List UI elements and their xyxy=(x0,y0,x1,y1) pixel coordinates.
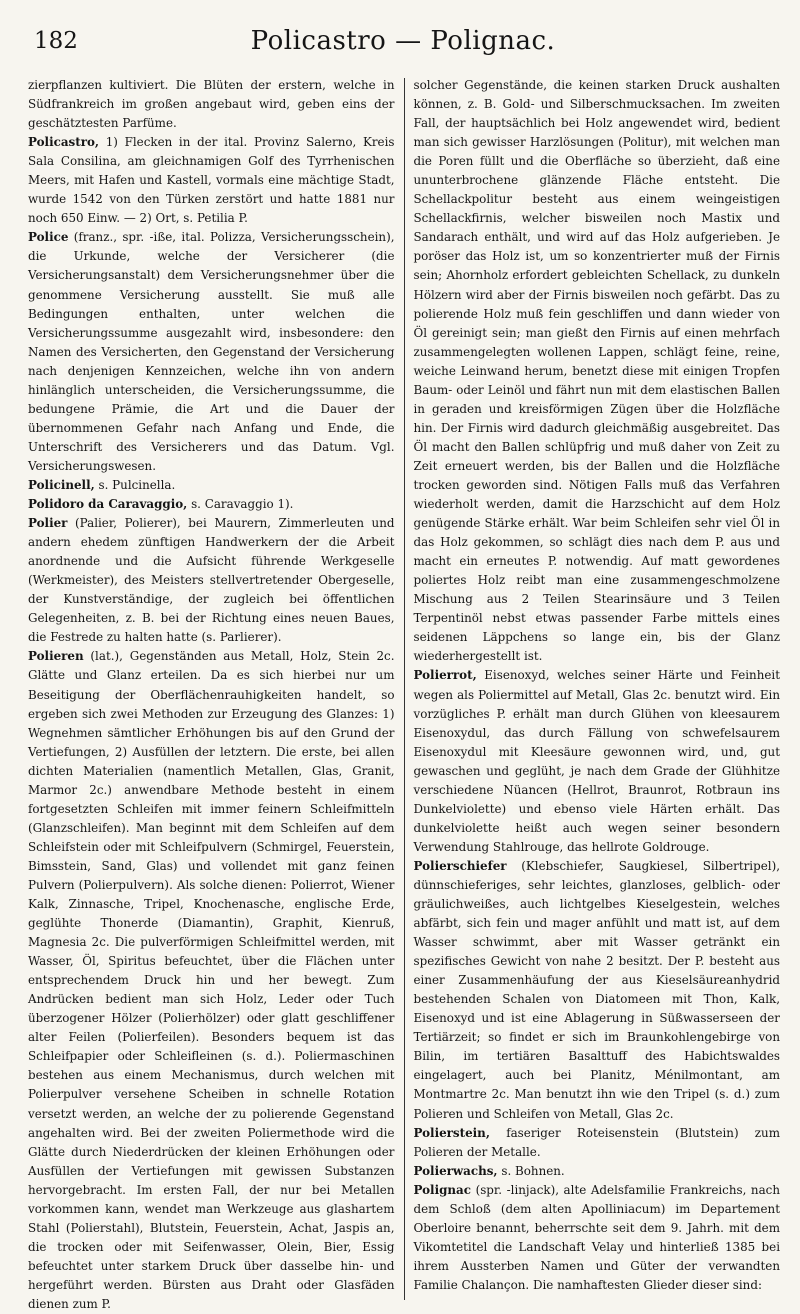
entry-paragraph xyxy=(414,1124,781,1162)
entry-headword: Polieren xyxy=(28,649,84,664)
entry-paragraph xyxy=(28,228,395,476)
entry-text: s. Bohnen. xyxy=(497,1163,565,1178)
entry-paragraph xyxy=(414,76,781,666)
entry-paragraph xyxy=(414,857,781,1124)
text-columns xyxy=(28,76,780,1311)
entry-paragraph xyxy=(28,76,395,133)
entry-text: solcher Gegenstände, die keinen starken Druck aushalten können, z. B. Gold- und Silberschmucksachen. Im zweiten Fall, der hauptsächlich bei Holz angewendet wird, bedient man sich gewisser Harzlösungen (Politur), mit welchen man die Poren füllt und die Oberfläche so überzieht, daß eine ununterbrochene glänzende Fläche entsteht. Die Schellackpolitur besteht aus einem weingeistigen Schellackfirnis, welcher bisweilen noch Mastix und Sandarach enthält, und wird auf das Holz aufgerieben. Je poröser das Holz ist, um so konzentrierter muß der Firnis sein; Ahornholz erfordert gebleichten Schellack, zu dunkeln Hölzern wird aber der Firnis bisweilen noch gefärbt. Das zu polierende Holz muß fein geschliffen und dann wieder von Öl gereinigt sein; man gießt den Firnis auf einen mehrfach zusammengelegten wollenen Lappen, schlägt feine, reine, weiche Leinwand herum, benetzt diese mit einigen Tropfen Baum- oder Leinöl und fährt nun mit dem elastischen Ballen in geraden und kreisförmigen Zügen über die Holzfläche hin. Der Firnis wird dadurch gleichmäßig ausgebreitet. Das Öl macht den Ballen schlüpfrig und muß daher von Zeit zu Zeit erneuert werden, bis der Ballen und die Holzfläche trocken geworden sind. Nötigen Falls muß das Verfahren wiederholt werden, damit die Harzschicht auf dem Holz genügende Stärke erhält. War beim Schleifen sehr viel Öl in das Holz gekommen, so schlägt dies nach dem P. aus und macht ein erneutes P. notwendig. Auf matt gewordenes poliertes Holz reibt man eine zusammengeschmolzene Mischung aus 2 Teilen Stearinsäure und 3 Teilen Terpentinöl nebst etwas passender Farbe mittels eines seidenen Läppchens so lange ein, bis der Glanz wiederhergestellt ist. xyxy=(413,78,780,664)
entry-text: faseriger Roteisenstein (Blutstein) zum Polieren der Metalle. xyxy=(413,1125,780,1159)
right-column xyxy=(405,76,781,1300)
entry-headword: Policinell, xyxy=(28,477,95,492)
page-number: 182 xyxy=(34,28,78,54)
entry-text: (Palier, Polierer), bei Maurern, Zimmerleuten und andern ehedem zünftigen Handwerkern der die Arbeit anordnende und die Aufsicht führende Werkgeselle (Werkmeister), des Meisters stellvertretender Obergeselle, der Kunstverständige, der zugleich bei öffentlichen Gelegenheiten, z. B. bei der Richtung eines neuen Baues, die Festrede zu halten hatte (s. Parlierer). xyxy=(28,516,395,645)
entry-paragraph xyxy=(28,476,395,495)
entry-text: (lat.), Gegenständen aus Metall, Holz, Stein 2c. Glätte und Glanz erteilen. Da es sich hierbei nur um Beseitigung der Oberflächenrauhigkeiten handelt, so ergeben sich zwei Methoden zur Erzeugung des Glanzes: 1) Wegnehmen sämtlicher Erhöhungen bis auf den Grund der Vertiefungen, 2) Ausfüllen der letztern. Die erste, bei allen dichten Materialien (namentlich Metallen, Glas, Granit, Marmor 2c.) anwendbare Methode besteht in einem fortgesetzten Schleifen mit immer feinern Schleifmitteln (Glanzschleifen). Man beginnt mit dem Schleifen auf dem Schleifstein oder mit Schleifpulvern (Schmirgel, Feuerstein, Bimsstein, Sand, Glas) und vollendet mit ganz feinen Pulvern (Polierpulvern). Als solche dienen: Polierrot, Wiener Kalk, Zinnasche, Tripel, Knochenasche, englische Erde, geglühte Thonerde (Diamantin), Graphit, Kienruß, Magnesia 2c. Die pulverförmigen Schleifmittel werden, mit Wasser, Öl, Spiritus befeuchtet, über die Flächen unter entsprechendem Druck hin und her bewegt. Zum Andrücken bedient man sich Holz, Leder oder Tuch überzogener Hölzer (Polierhölzer) oder glatt geschliffener alter Feilen (Polierfeilen). Besonders bequem ist das Schleifpapier oder Schleifleinen (s. d.). Poliermaschinen bestehen aus einem Mechanismus, durch welchen mit Polierpulver versehene Scheiben in schnelle Rotation versetzt werden, an welche der zu polierende Gegenstand angehalten wird. Bei der zweiten Poliermethode wird die Glätte durch Niederdrücken der kleinen Erhöhungen oder Ausfüllen der Vertiefungen mit gewissen Substanzen hervorgebracht. Im ersten Fall, der nur bei Metallen vorkommen kann, wendet man Werkzeuge aus glashartem Stahl (Polierstahl), Blutstein, Feuerstein, Achat, Jaspis an, die trocken oder mit Seifenwasser, Olein, Bier, Essig befeuchtet unter starkem Druck über dasselbe hin- und hergeführt werden. Bürsten aus Draht oder Glasfäden dienen zum P. xyxy=(28,649,395,1311)
entry-paragraph xyxy=(414,1162,781,1181)
entry-headword: Polignac xyxy=(413,1182,471,1197)
entry-text: (franz., spr. -iße, ital. Polizza, Versicherungsschein), die Urkunde, welche der Versicherer (die Versicherungsanstalt) dem Versicherungsnehmer über die genommene Versicherung ausstellt. Sie muß alle Bedingungen enthalten, unter welchen die Versicherungssumme ausgezahlt wird, insbesondere: den Namen des Versicherten, den Gegenstand der Versicherung nach denjenigen Kennzeichen, welche ihn von andern hinlänglich unterscheiden, die Versicherungssumme, die bedungene Prämie, die Art und die Dauer der übernommenen Gefahr nach Anfang und Ende, die Unterschrift des Versicherers und das Datum. Vgl. Versicherungswesen. xyxy=(28,230,395,473)
entry-text: s. Caravaggio 1). xyxy=(187,497,294,512)
entry-text: s. Pulcinella. xyxy=(94,477,176,492)
entry-headword: Polidoro da Caravaggio, xyxy=(28,497,188,512)
entry-headword: Policastro, xyxy=(28,135,100,150)
page-header xyxy=(28,20,778,64)
entry-paragraph xyxy=(28,495,395,514)
entry-headword: Polierstein, xyxy=(413,1125,490,1140)
entry-text: Eisenoxyd, welches seiner Härte und Feinheit wegen als Poliermittel auf Metall, Glas 2c. benutzt wird. Ein vorzügliches P. erhält man durch Glühen von kleesaurem Eisenoxydul, das durch Fällung von schwefelsaurem Eisenoxydul mit Kleesäure gewonnen wird, und, gut gewaschen und geglüht, je nach dem Grade der Glühhitze verschiedene Nüancen (Hellrot, Braunrot, Rotbraun ins Dunkelviolette) und ebenso viele Härten erhält. Das dunkelviolette heißt auch wegen seiner besondern Verwendung Stahlrouge, das hellrote Goldrouge. xyxy=(413,668,780,854)
left-column xyxy=(28,76,404,1311)
entry-text: (Klebschiefer, Saugkiesel, Silbertripel), dünnschieferiges, sehr leichtes, glanzloses, gelblich- oder gräulichweißes, auch lichtgelbes Kieselgestein, welches abfärbt, sich fein und mager anfühlt und matt ist, auf dem Wasser schwimmt, aber mit Wasser getränkt ein spezifisches Gewicht von nahe 2 besitzt. Der P. besteht aus einer Zusammenhäufung der aus Kieselsäureanhydrid bestehenden Schalen von Diatomeen mit Thon, Kalk, Eisenoxyd und ist eine Ablagerung in Süßwasserseen der Tertiärzeit; so findet er sich im Braunkohlengebirge von Bilin, im tertiären Basalttuff des Habichtswaldes eingelagert, auch bei Planitz, Ménilmontant, am Montmartre 2c. Man benutzt ihn wie den Tripel (s. d.) zum Polieren und Schleifen von Metall, Glas 2c. xyxy=(413,858,780,1121)
entry-headword: Polier xyxy=(28,516,68,531)
entry-text: (spr. -linjack), alte Adelsfamilie Frankreichs, nach dem Schloß (dem alten Apolliniacum) im Departement Oberloire benannt, beherrschte seit dem 9. Jahrh. mit dem Vikomtetitel die Landschaft Velay und hinterließ 1385 bei ihrem Aussterben Namen und Güter der verwandten Familie Chalançon. Die namhaftesten Glieder dieser sind: xyxy=(413,1182,780,1292)
entry-paragraph xyxy=(28,514,395,647)
entry-paragraph xyxy=(28,647,395,1314)
entry-headword: Polierschiefer xyxy=(413,858,507,873)
entry-headword: Polierwachs, xyxy=(413,1163,498,1178)
running-title: Policastro — Polignac. xyxy=(250,26,556,56)
entry-headword: Polierrot, xyxy=(413,668,477,683)
entry-text: 1) Flecken in der ital. Provinz Salerno, Kreis Sala Consilina, am gleichnamigen Golf des Tyrrhenischen Meers, mit Hafen und Kastell, vormals eine mächtige Stadt, wurde 1542 von den Türken zerstört und hatte 1881 nur noch 650 Einw. — 2) Ort, s. Petilia P. xyxy=(28,135,395,226)
entry-text: zierpflanzen kultiviert. Die Blüten der erstern, welche in Südfrankreich im großen angebaut wird, geben eins der geschätztesten Parfüme. xyxy=(28,78,395,131)
entry-paragraph xyxy=(414,1181,781,1295)
entry-headword: Police xyxy=(28,230,69,245)
entry-paragraph xyxy=(28,133,395,228)
entry-paragraph xyxy=(414,666,781,856)
